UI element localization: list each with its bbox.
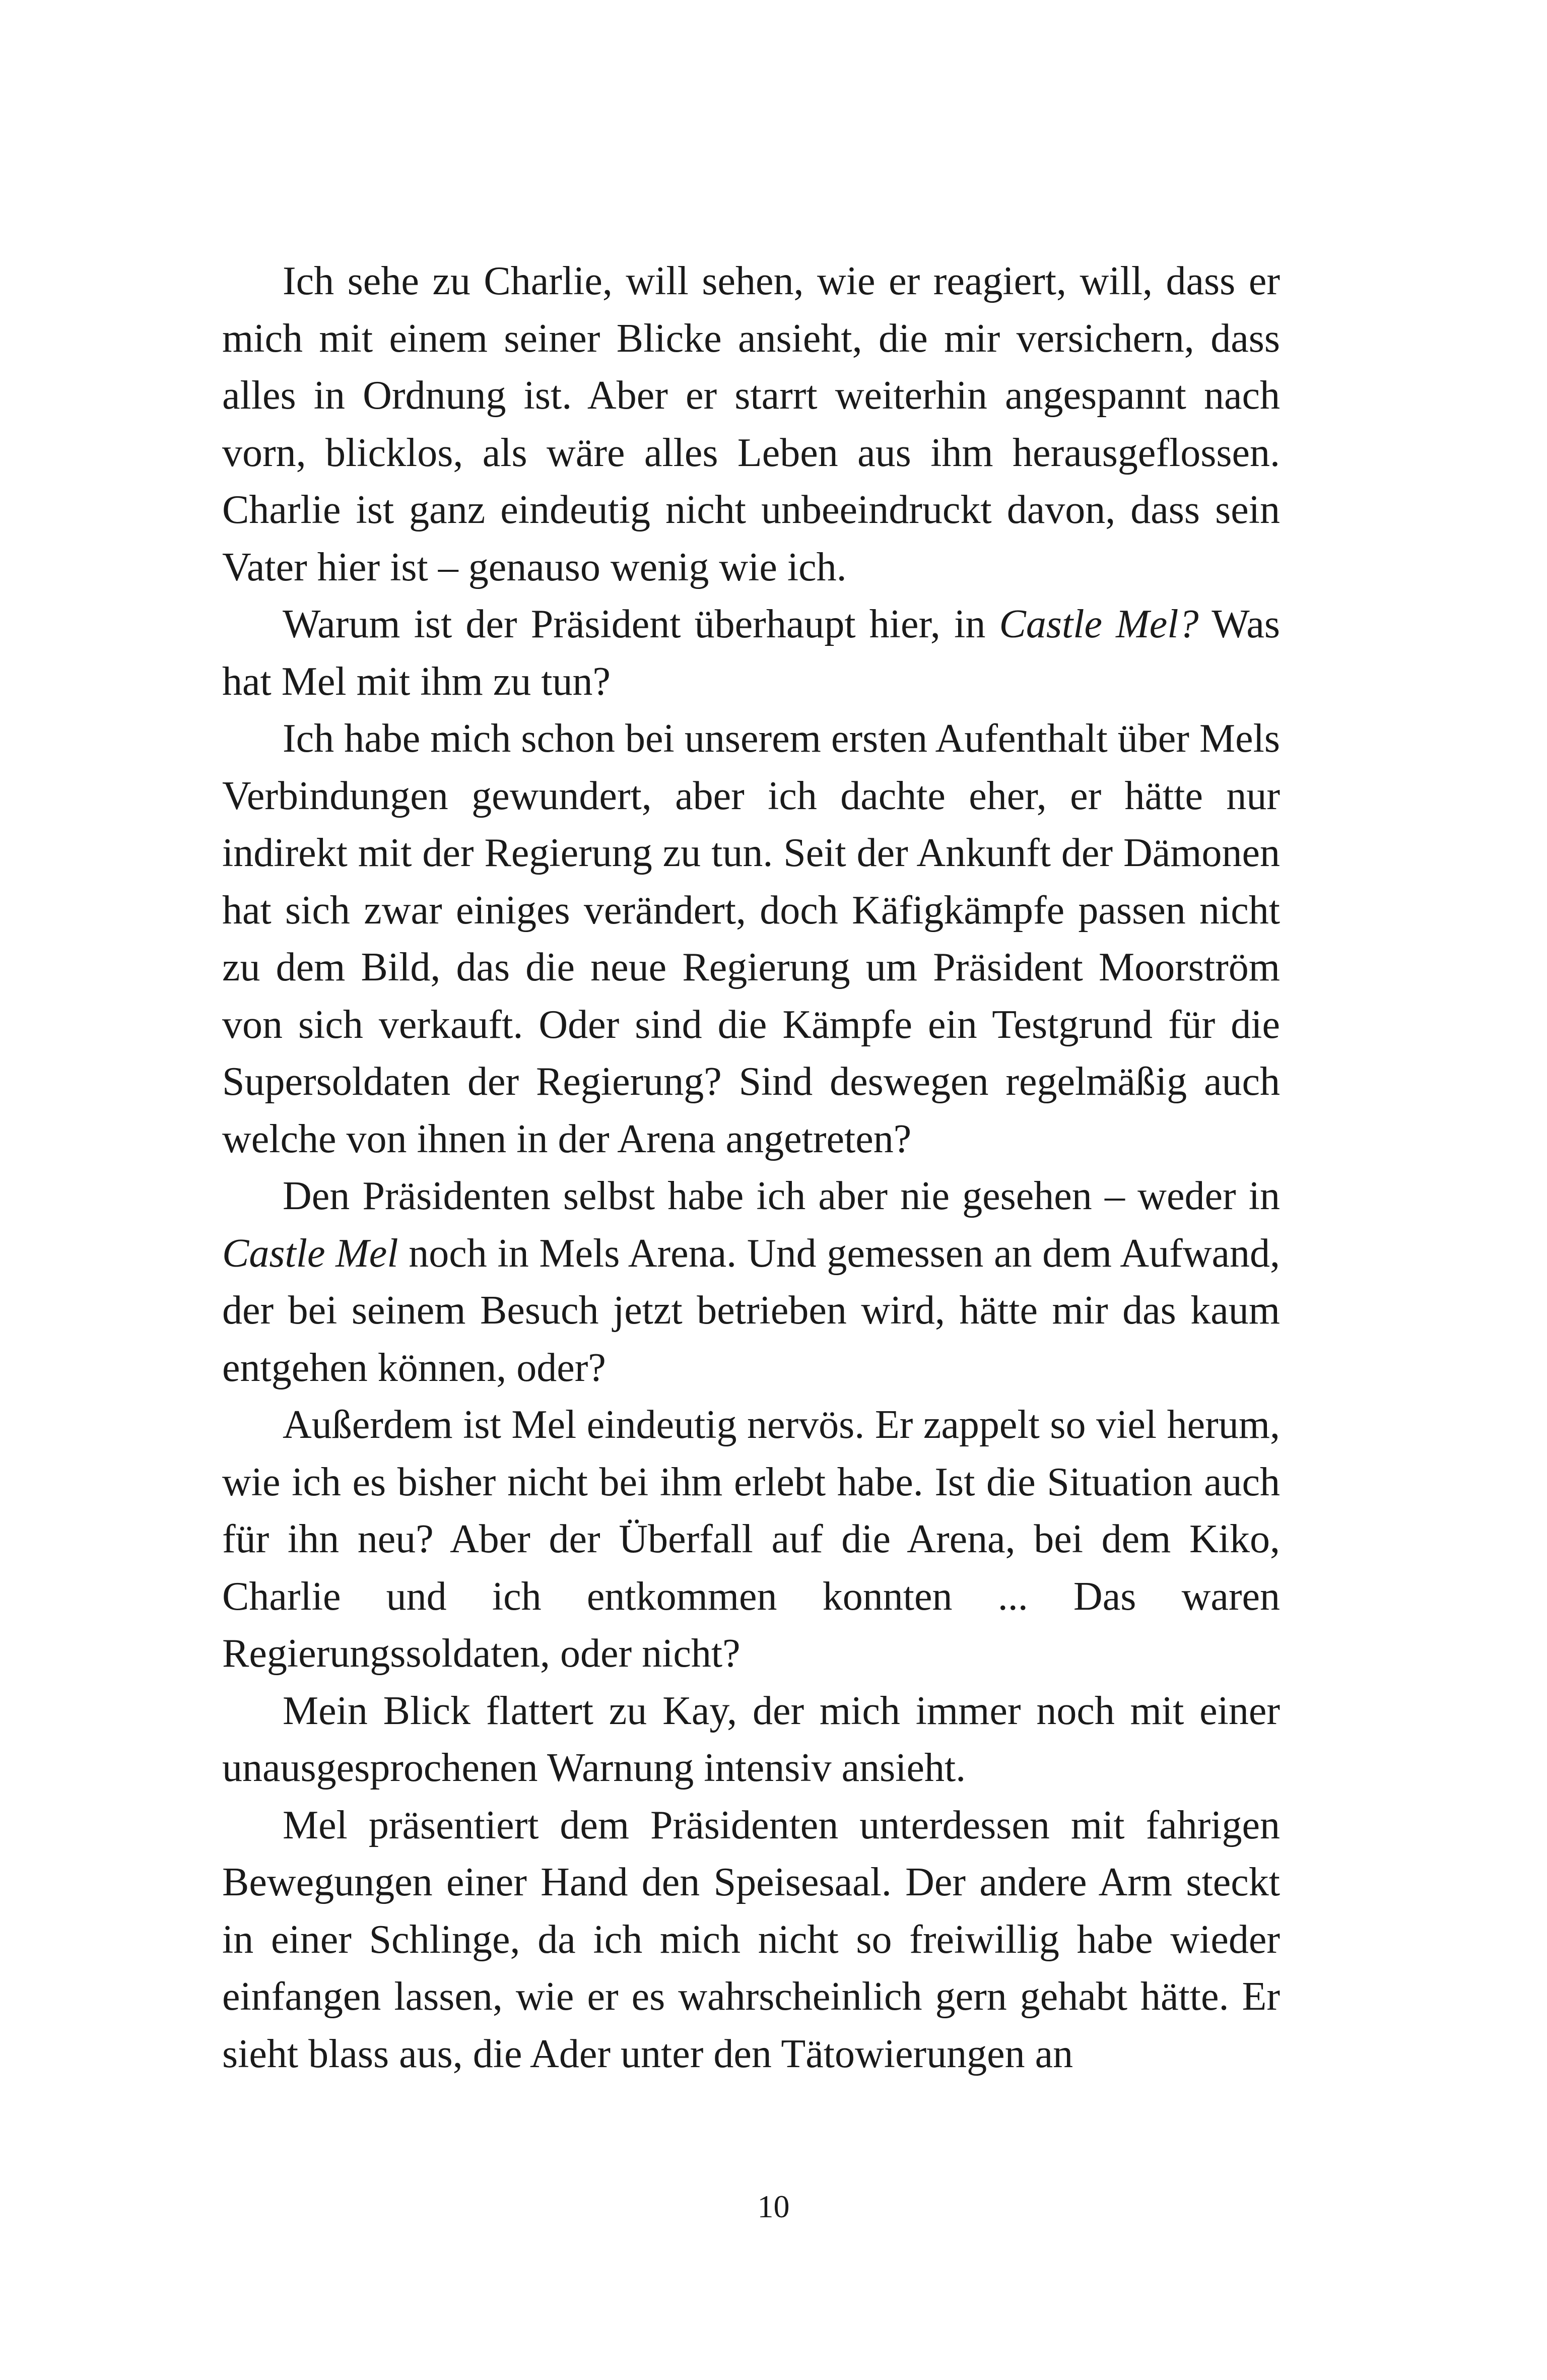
paragraph-6: Mein Blick flattert zu Kay, der mich immer noch mit einer unausgesprochenen Warnung intensiv ansieht. (222, 1688, 1280, 1790)
paragraph-4-text-end: noch in Mels Arena. Und gemessen an dem Aufwand, der bei seinem Besuch jetzt betrieben wird, hätte mir das kaum entgehen können, oder? (222, 1231, 1281, 1390)
paragraph-5: Außerdem ist Mel eindeutig nervös. Er zappelt so viel herum, wie ich es bisher nicht bei ihm erlebt habe. Ist die Situation auch für ihn neu? Aber der Überfall auf die Arena, bei dem Kiko, Charlie und ich entkommen konnten ... Das waren Regierungssoldaten, oder nicht? (222, 1403, 1280, 1676)
paragraph-2-italic-place-name: Castle Mel? (999, 602, 1199, 646)
page-number: 10 (757, 2189, 790, 2224)
paragraph-2 (222, 596, 1280, 710)
paragraph-2-text-end: Was hat Mel mit ihm zu tun? (222, 602, 1281, 704)
paragraph-1: Ich sehe zu Charlie, will sehen, wie er reagiert, will, dass er mich mit einem seiner Blicke ansieht, die mir versichern, dass alles in Ordnung ist. Aber er starrt weiterhin angespannt nach vorn, blicklos, als wäre alles Leben aus ihm herausgeflossen. Charlie ist ganz eindeutig nicht unbeeindruckt davon, dass sein Vater hier ist – genauso wenig wie ich. (222, 259, 1280, 589)
paragraph-4 (222, 1168, 1280, 1397)
paragraph-7: Mel präsentiert dem Präsidenten unterdessen mit fahrigen Bewegungen einer Hand den Speisesaal. Der andere Arm steckt in einer Schlinge, da ich mich nicht so freiwillig habe wieder einfangen lassen, wie er es wahrscheinlich gern gehabt hätte. Er sieht blass aus, die Ader unter den Tätowierungen an (222, 1803, 1280, 2076)
page-body-text (222, 253, 1280, 2083)
paragraph-4-text-start: Den Präsidenten selbst habe ich aber nie gesehen – weder in (283, 1174, 1280, 1218)
paragraph-4-italic-place-name: Castle Mel (222, 1231, 398, 1276)
paragraph-2-text-start: Warum ist der Präsident überhaupt hier, in (283, 602, 999, 646)
paragraph-3: Ich habe mich schon bei unserem ersten Aufenthalt über Mels Verbindungen gewundert, aber ich dachte eher, er hätte nur indirekt mit der Regierung zu tun. Seit der Ankunft der Dämonen hat sich zwar einiges verändert, doch Käfigkämpfe passen nicht zu dem Bild, das die neue Regierung um Präsident Moorström von sich verkauft. Oder sind die Kämpfe ein Testgrund für die Supersoldaten der Regierung? Sind deswegen regelmäßig auch welche von ihnen in der Arena angetreten? (222, 716, 1280, 1161)
